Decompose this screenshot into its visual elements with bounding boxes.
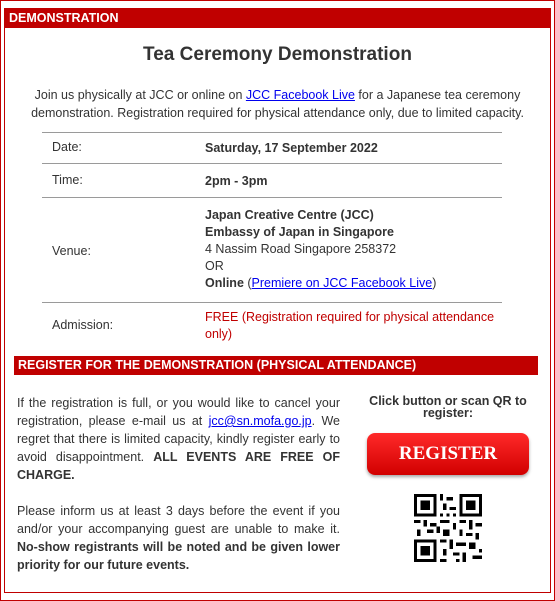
date-label: Date: <box>52 140 82 154</box>
event-details-table <box>42 132 502 349</box>
online-label: Online <box>205 276 244 290</box>
event-title: Tea Ceremony Demonstration <box>143 44 412 65</box>
venue-address: 4 Nassim Road Singapore 258372 <box>205 242 397 256</box>
venue-or: OR <box>205 259 224 273</box>
admission-row <box>42 303 502 349</box>
cta-text <box>362 395 534 419</box>
register-section-header: REGISTER FOR THE DEMONSTRATION (PHYSICAL ATTENDANCE) <box>14 356 538 375</box>
section-header: DEMONSTRATION <box>4 8 551 28</box>
time-value: 2pm - 3pm <box>205 174 268 188</box>
free-charge-notice: ALL EVENTS ARE FREE OF CHARGE. <box>17 450 340 482</box>
admission-label: Admission: <box>52 318 114 332</box>
venue-embassy: Embassy of Japan in Singapore <box>205 225 394 239</box>
venue-value <box>205 207 505 292</box>
facebook-live-link[interactable]: JCC Facebook Live <box>245 88 355 102</box>
venue-name: Japan Creative Centre (JCC) <box>205 208 374 222</box>
cta-line-1: Click button or scan QR to <box>369 394 527 408</box>
time-row <box>42 164 502 198</box>
cta-line-2: register: <box>422 406 474 420</box>
online-paren-close: ) <box>432 276 437 290</box>
date-row <box>42 132 502 164</box>
venue-label: Venue: <box>52 244 91 258</box>
event-intro <box>20 86 535 122</box>
email-link[interactable]: jcc@sn.mofa.go.jp <box>208 414 312 428</box>
register-button[interactable]: REGISTER <box>367 433 529 475</box>
online-paren-open: ( <box>243 276 252 290</box>
register-text-mid: . We regret that there is limited capacity, kindly register early to avoid disappointment. <box>17 414 340 464</box>
admission-value <box>205 309 505 343</box>
qr-code-icon[interactable] <box>414 494 482 562</box>
cancel-notice: Please inform us at least 3 days before the event if you and/or your accompanying guest are unable to make it. <box>17 504 340 536</box>
register-cta <box>362 395 534 562</box>
register-info <box>17 394 340 592</box>
admission-free: FREE <box>205 310 239 324</box>
intro-text-start: Join us physically at JCC or online on <box>34 88 246 102</box>
register-paragraph-2 <box>17 502 340 574</box>
admission-note: (Registration required for physical attendance only) <box>205 310 495 341</box>
time-label: Time: <box>52 173 83 187</box>
venue-row <box>42 198 502 303</box>
register-text-start: If the registration is full, or you would like to cancel your registration, please e-mail us at <box>17 396 340 428</box>
venue-online <box>205 275 505 292</box>
register-paragraph-1 <box>17 394 340 484</box>
no-show-warning: No-show registrants will be noted and be given lower priority for our future events. <box>17 540 340 572</box>
intro-text-end: for a Japanese tea ceremony demonstration. Registration required for physical attendance only, due to limited capacity. <box>31 88 524 120</box>
date-value: Saturday, 17 September 2022 <box>205 141 378 155</box>
premiere-link[interactable]: Premiere on JCC Facebook Live <box>251 276 433 290</box>
